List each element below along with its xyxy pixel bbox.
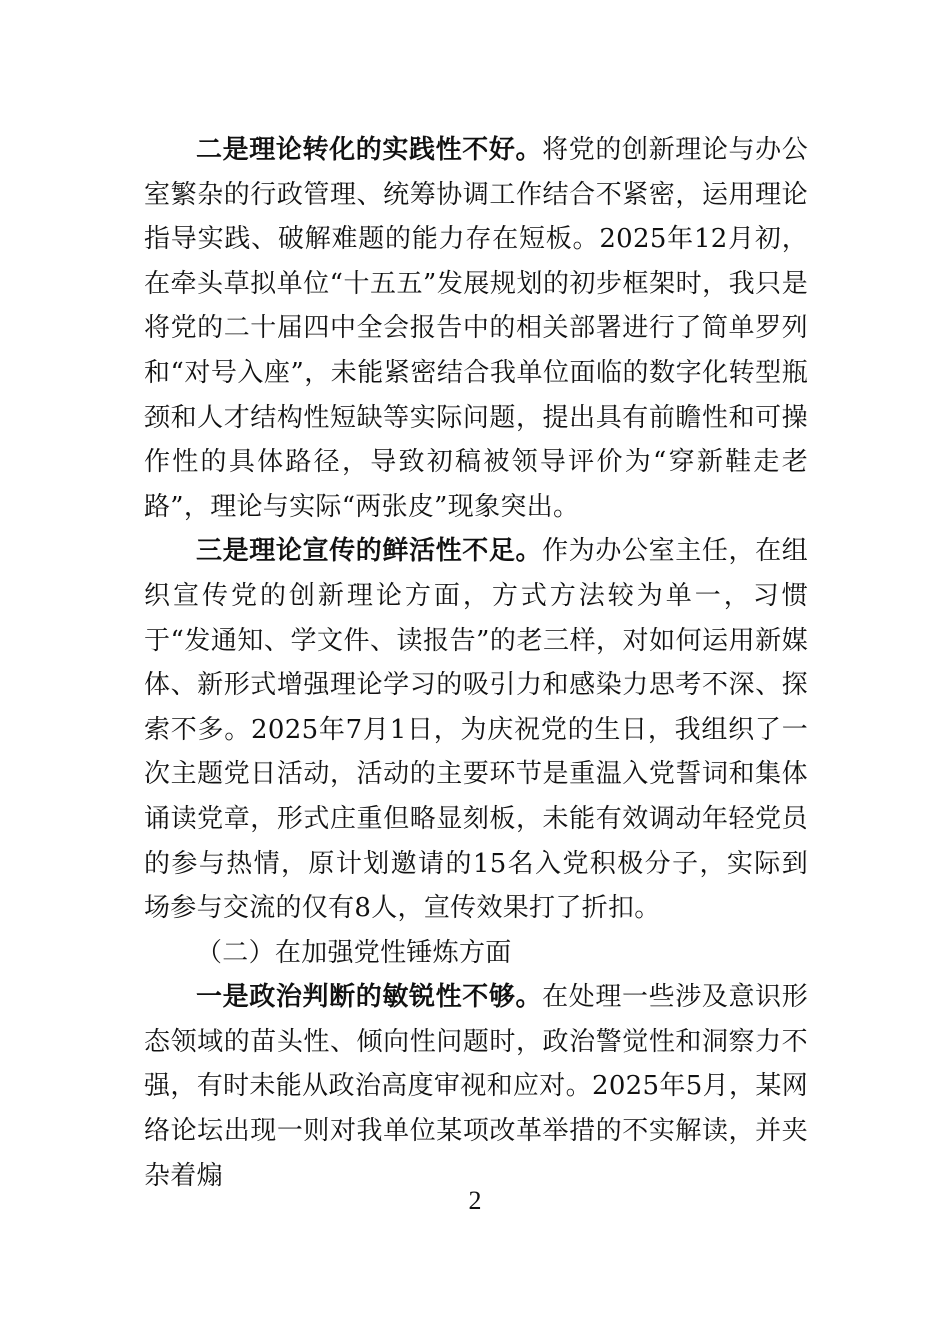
paragraph-theory-publicity (144, 529, 808, 930)
paragraph-theory-practice (144, 128, 808, 529)
document-body (144, 128, 808, 1198)
paragraph-lead: 三是理论宣传的鲜活性不足。 (196, 536, 543, 567)
paragraph-text: 在处理一些涉及意识形态领域的苗头性、倾向性问题时，政治警觉性和洞察力不强，有时未能从政治高度审视和应对。2025年5月，某网络论坛出现一则对我单位某项改革举措的不实解读，并夹杂着煽 (144, 982, 808, 1191)
paragraph-lead: 一是政治判断的敏锐性不够。 (196, 982, 543, 1013)
section-heading: （二）在加强党性锤炼方面 (196, 937, 512, 968)
page-number: 2 (468, 1186, 482, 1215)
paragraph-lead: 二是理论转化的实践性不好。 (196, 135, 543, 165)
paragraph-political-judgment (144, 975, 808, 1198)
paragraph-text: 作为办公室主任，在组织宣传党的创新理论方面，方式方法较为单一，习惯于“发通知、学文件、读报告”的老三样，对如何运用新媒体、新形式增强理论学习的吸引力和感染力思考不深、探索不多。2025年7月1日，为庆祝党的生日，我组织了一次主题党日活动，活动的主要环节是重温入党誓词和集体诵读党章，形式庄重但略显刻板，未能有效调动年轻党员的参与热情，原计划邀请的15名入党积极分子，实际到场参与交流的仅有8人，宣传效果打了折扣。 (144, 536, 808, 924)
paragraph-text: 将党的创新理论与办公室繁杂的行政管理、统筹协调工作结合不紧密，运用理论指导实践、破解难题的能力存在短板。2025年12月初，在牵头草拟单位“十五五”发展规划的初步框架时，我只是将党的二十届四中全会报告中的相关部署进行了简单罗列和“对号入座”，未能紧密结合我单位面临的数字化转型瓶颈和人才结构性短缺等实际问题，提出具有前瞻性和可操作性的具体路径，导致初稿被领导评价为“穿新鞋走老路”，理论与实际“两张皮”现象突出。 (144, 135, 808, 522)
